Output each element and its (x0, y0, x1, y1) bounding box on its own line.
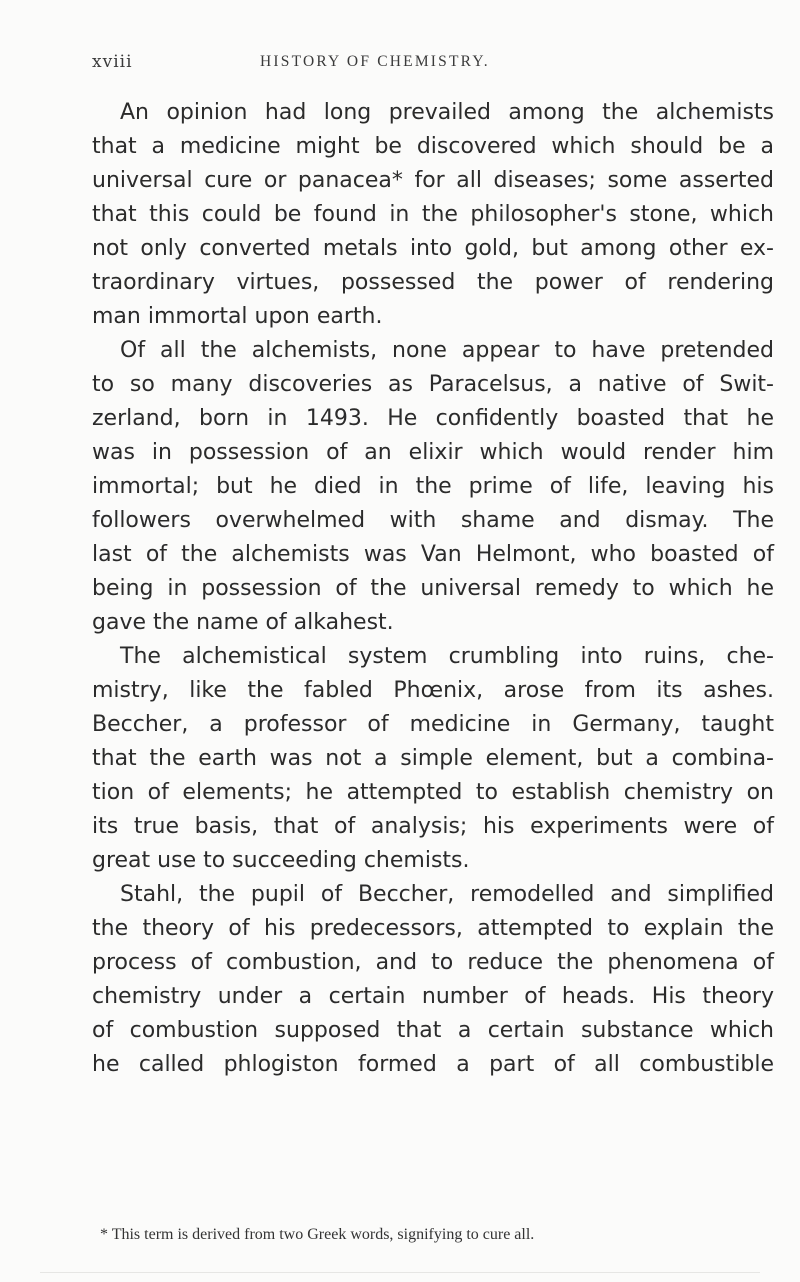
text-line: the theory of his predecessors, attempted to explain the (92, 916, 774, 941)
text-line: was in possession of an elixir which would render him (92, 440, 774, 465)
page-number: xviii (92, 52, 133, 72)
text-line: Of all the alchemists, none appear to have pretended (120, 338, 774, 363)
footnote: * This term is derived from two Greek words, signifying to cure all. (100, 1226, 535, 1243)
text-line: great use to succeeding chemists. (92, 848, 470, 873)
page-bottom-rule (40, 1272, 760, 1273)
text-line: mistry, like the fabled Phœnix, arose from its ashes. (92, 678, 774, 703)
text-line: man immortal upon earth. (92, 304, 383, 329)
text-line: to so many discoveries as Paracelsus, a native of Swit- (92, 372, 774, 397)
text-line: that a medicine might be discovered which should be a (92, 134, 774, 159)
text-line: its true basis, that of analysis; his experiments were of (92, 814, 774, 839)
text-line: traordinary virtues, possessed the power of rendering (92, 270, 774, 295)
text-line: last of the alchemists was Van Helmont, who boasted of (92, 542, 774, 567)
text-line: The alchemistical system crumbling into ruins, che- (120, 644, 774, 669)
text-line: An opinion had long prevailed among the alchemists (120, 100, 774, 125)
text-line: process of combustion, and to reduce the phenomena of (92, 950, 774, 975)
text-line: immortal; but he died in the prime of life, leaving his (92, 474, 774, 499)
text-line: gave the name of alkahest. (92, 610, 394, 635)
text-line: Stahl, the pupil of Beccher, remodelled and simplified (120, 882, 774, 907)
text-line: being in possession of the universal remedy to which he (92, 576, 774, 601)
text-line: not only converted metals into gold, but among other ex- (92, 236, 774, 261)
text-line: of combustion supposed that a certain substance which (92, 1018, 774, 1043)
text-line: Beccher, a professor of medicine in Germany, taught (92, 712, 774, 737)
text-line: chemistry under a certain number of heads. His theory (92, 984, 774, 1009)
text-line: that this could be found in the philosopher's stone, which (92, 202, 774, 227)
text-line: zerland, born in 1493. He confidently boasted that he (92, 406, 774, 431)
text-line: that the earth was not a simple element, but a combina- (92, 746, 774, 771)
running-title: HISTORY OF CHEMISTRY. (260, 53, 490, 70)
text-line: universal cure or panacea* for all diseases; some asserted (92, 168, 774, 193)
text-line: tion of elements; he attempted to establish chemistry on (92, 780, 774, 805)
page-header (92, 52, 772, 80)
text-line: followers overwhelmed with shame and dismay. The (92, 508, 774, 533)
text-line: he called phlogiston formed a part of all combustible (92, 1052, 774, 1077)
body-text (92, 96, 774, 1082)
